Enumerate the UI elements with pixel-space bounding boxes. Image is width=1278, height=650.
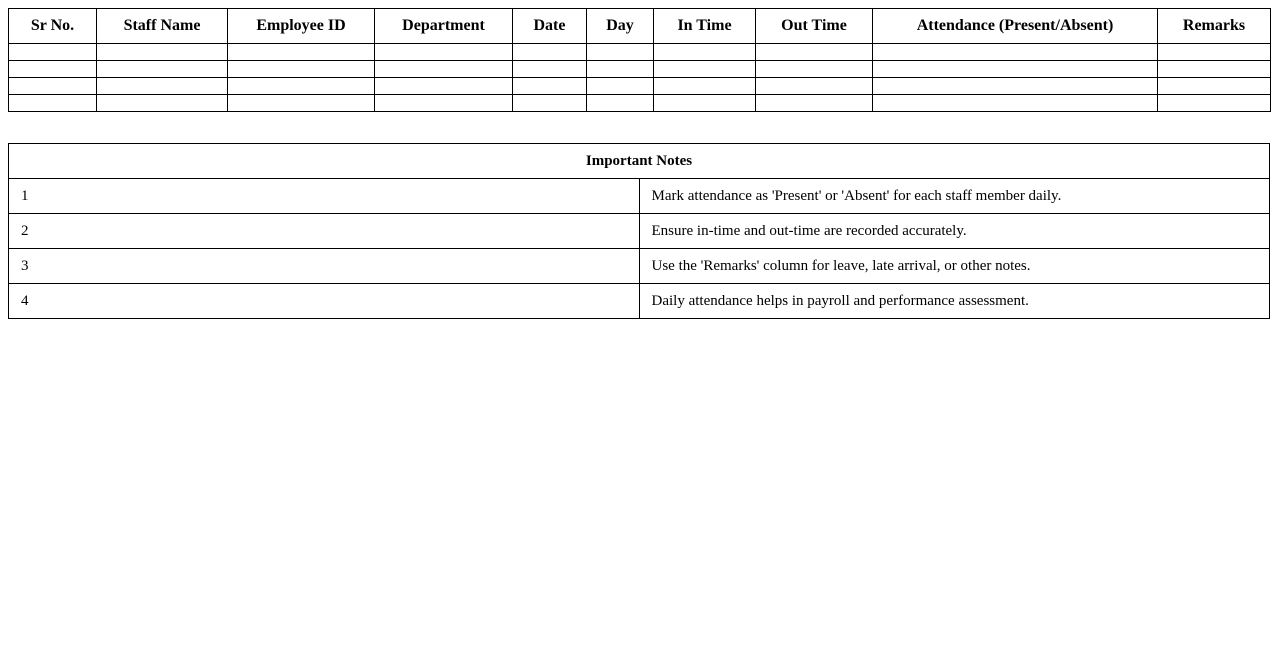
table-cell[interactable]: [375, 61, 513, 78]
table-row: [9, 61, 1271, 78]
table-cell[interactable]: [756, 78, 873, 95]
table-cell[interactable]: [97, 44, 228, 61]
note-number: 4: [9, 284, 640, 319]
notes-header-row: [9, 144, 1270, 179]
note-text: Daily attendance helps in payroll and performance assessment.: [639, 284, 1270, 319]
table-cell[interactable]: [513, 95, 587, 112]
table-cell[interactable]: [228, 95, 375, 112]
table-cell[interactable]: [587, 95, 654, 112]
header-date: Date: [513, 9, 587, 44]
table-cell[interactable]: [654, 61, 756, 78]
table-cell[interactable]: [97, 61, 228, 78]
table-cell[interactable]: [654, 44, 756, 61]
header-department: Department: [375, 9, 513, 44]
table-row: [9, 44, 1271, 61]
header-remarks: Remarks: [1158, 9, 1271, 44]
notes-title: Important Notes: [9, 144, 1270, 179]
table-cell[interactable]: [9, 95, 97, 112]
attendance-header-row: [9, 9, 1271, 44]
header-staff-name: Staff Name: [97, 9, 228, 44]
table-cell[interactable]: [587, 78, 654, 95]
header-in-time: In Time: [654, 9, 756, 44]
table-cell[interactable]: [654, 78, 756, 95]
table-cell[interactable]: [9, 44, 97, 61]
header-day: Day: [587, 9, 654, 44]
table-cell[interactable]: [228, 61, 375, 78]
attendance-table: [8, 8, 1271, 112]
header-employee-id: Employee ID: [228, 9, 375, 44]
header-out-time: Out Time: [756, 9, 873, 44]
table-cell[interactable]: [1158, 78, 1271, 95]
note-row: [9, 214, 1270, 249]
table-cell[interactable]: [513, 44, 587, 61]
note-number: 3: [9, 249, 640, 284]
note-row: [9, 179, 1270, 214]
note-text: Use the 'Remarks' column for leave, late arrival, or other notes.: [639, 249, 1270, 284]
table-cell[interactable]: [513, 78, 587, 95]
table-cell[interactable]: [587, 61, 654, 78]
note-text: Ensure in-time and out-time are recorded accurately.: [639, 214, 1270, 249]
table-row: [9, 78, 1271, 95]
table-cell[interactable]: [1158, 95, 1271, 112]
table-cell[interactable]: [654, 95, 756, 112]
table-cell[interactable]: [97, 78, 228, 95]
important-notes-table: [8, 143, 1270, 319]
table-cell[interactable]: [375, 95, 513, 112]
table-cell[interactable]: [228, 78, 375, 95]
note-row: [9, 284, 1270, 319]
table-cell[interactable]: [756, 61, 873, 78]
table-cell[interactable]: [756, 44, 873, 61]
table-cell[interactable]: [9, 78, 97, 95]
table-cell[interactable]: [97, 95, 228, 112]
table-row: [9, 95, 1271, 112]
header-sr-no: Sr No.: [9, 9, 97, 44]
note-text: Mark attendance as 'Present' or 'Absent' for each staff member daily.: [639, 179, 1270, 214]
table-cell[interactable]: [873, 78, 1158, 95]
table-cell[interactable]: [9, 61, 97, 78]
page: [8, 8, 1270, 319]
table-cell[interactable]: [228, 44, 375, 61]
table-cell[interactable]: [873, 95, 1158, 112]
note-row: [9, 249, 1270, 284]
table-cell[interactable]: [587, 44, 654, 61]
table-cell[interactable]: [1158, 44, 1271, 61]
table-cell[interactable]: [1158, 61, 1271, 78]
table-cell[interactable]: [873, 44, 1158, 61]
table-cell[interactable]: [873, 61, 1158, 78]
note-number: 1: [9, 179, 640, 214]
note-number: 2: [9, 214, 640, 249]
header-attendance: Attendance (Present/Absent): [873, 9, 1158, 44]
table-cell[interactable]: [375, 44, 513, 61]
table-cell[interactable]: [513, 61, 587, 78]
table-cell[interactable]: [756, 95, 873, 112]
table-cell[interactable]: [375, 78, 513, 95]
